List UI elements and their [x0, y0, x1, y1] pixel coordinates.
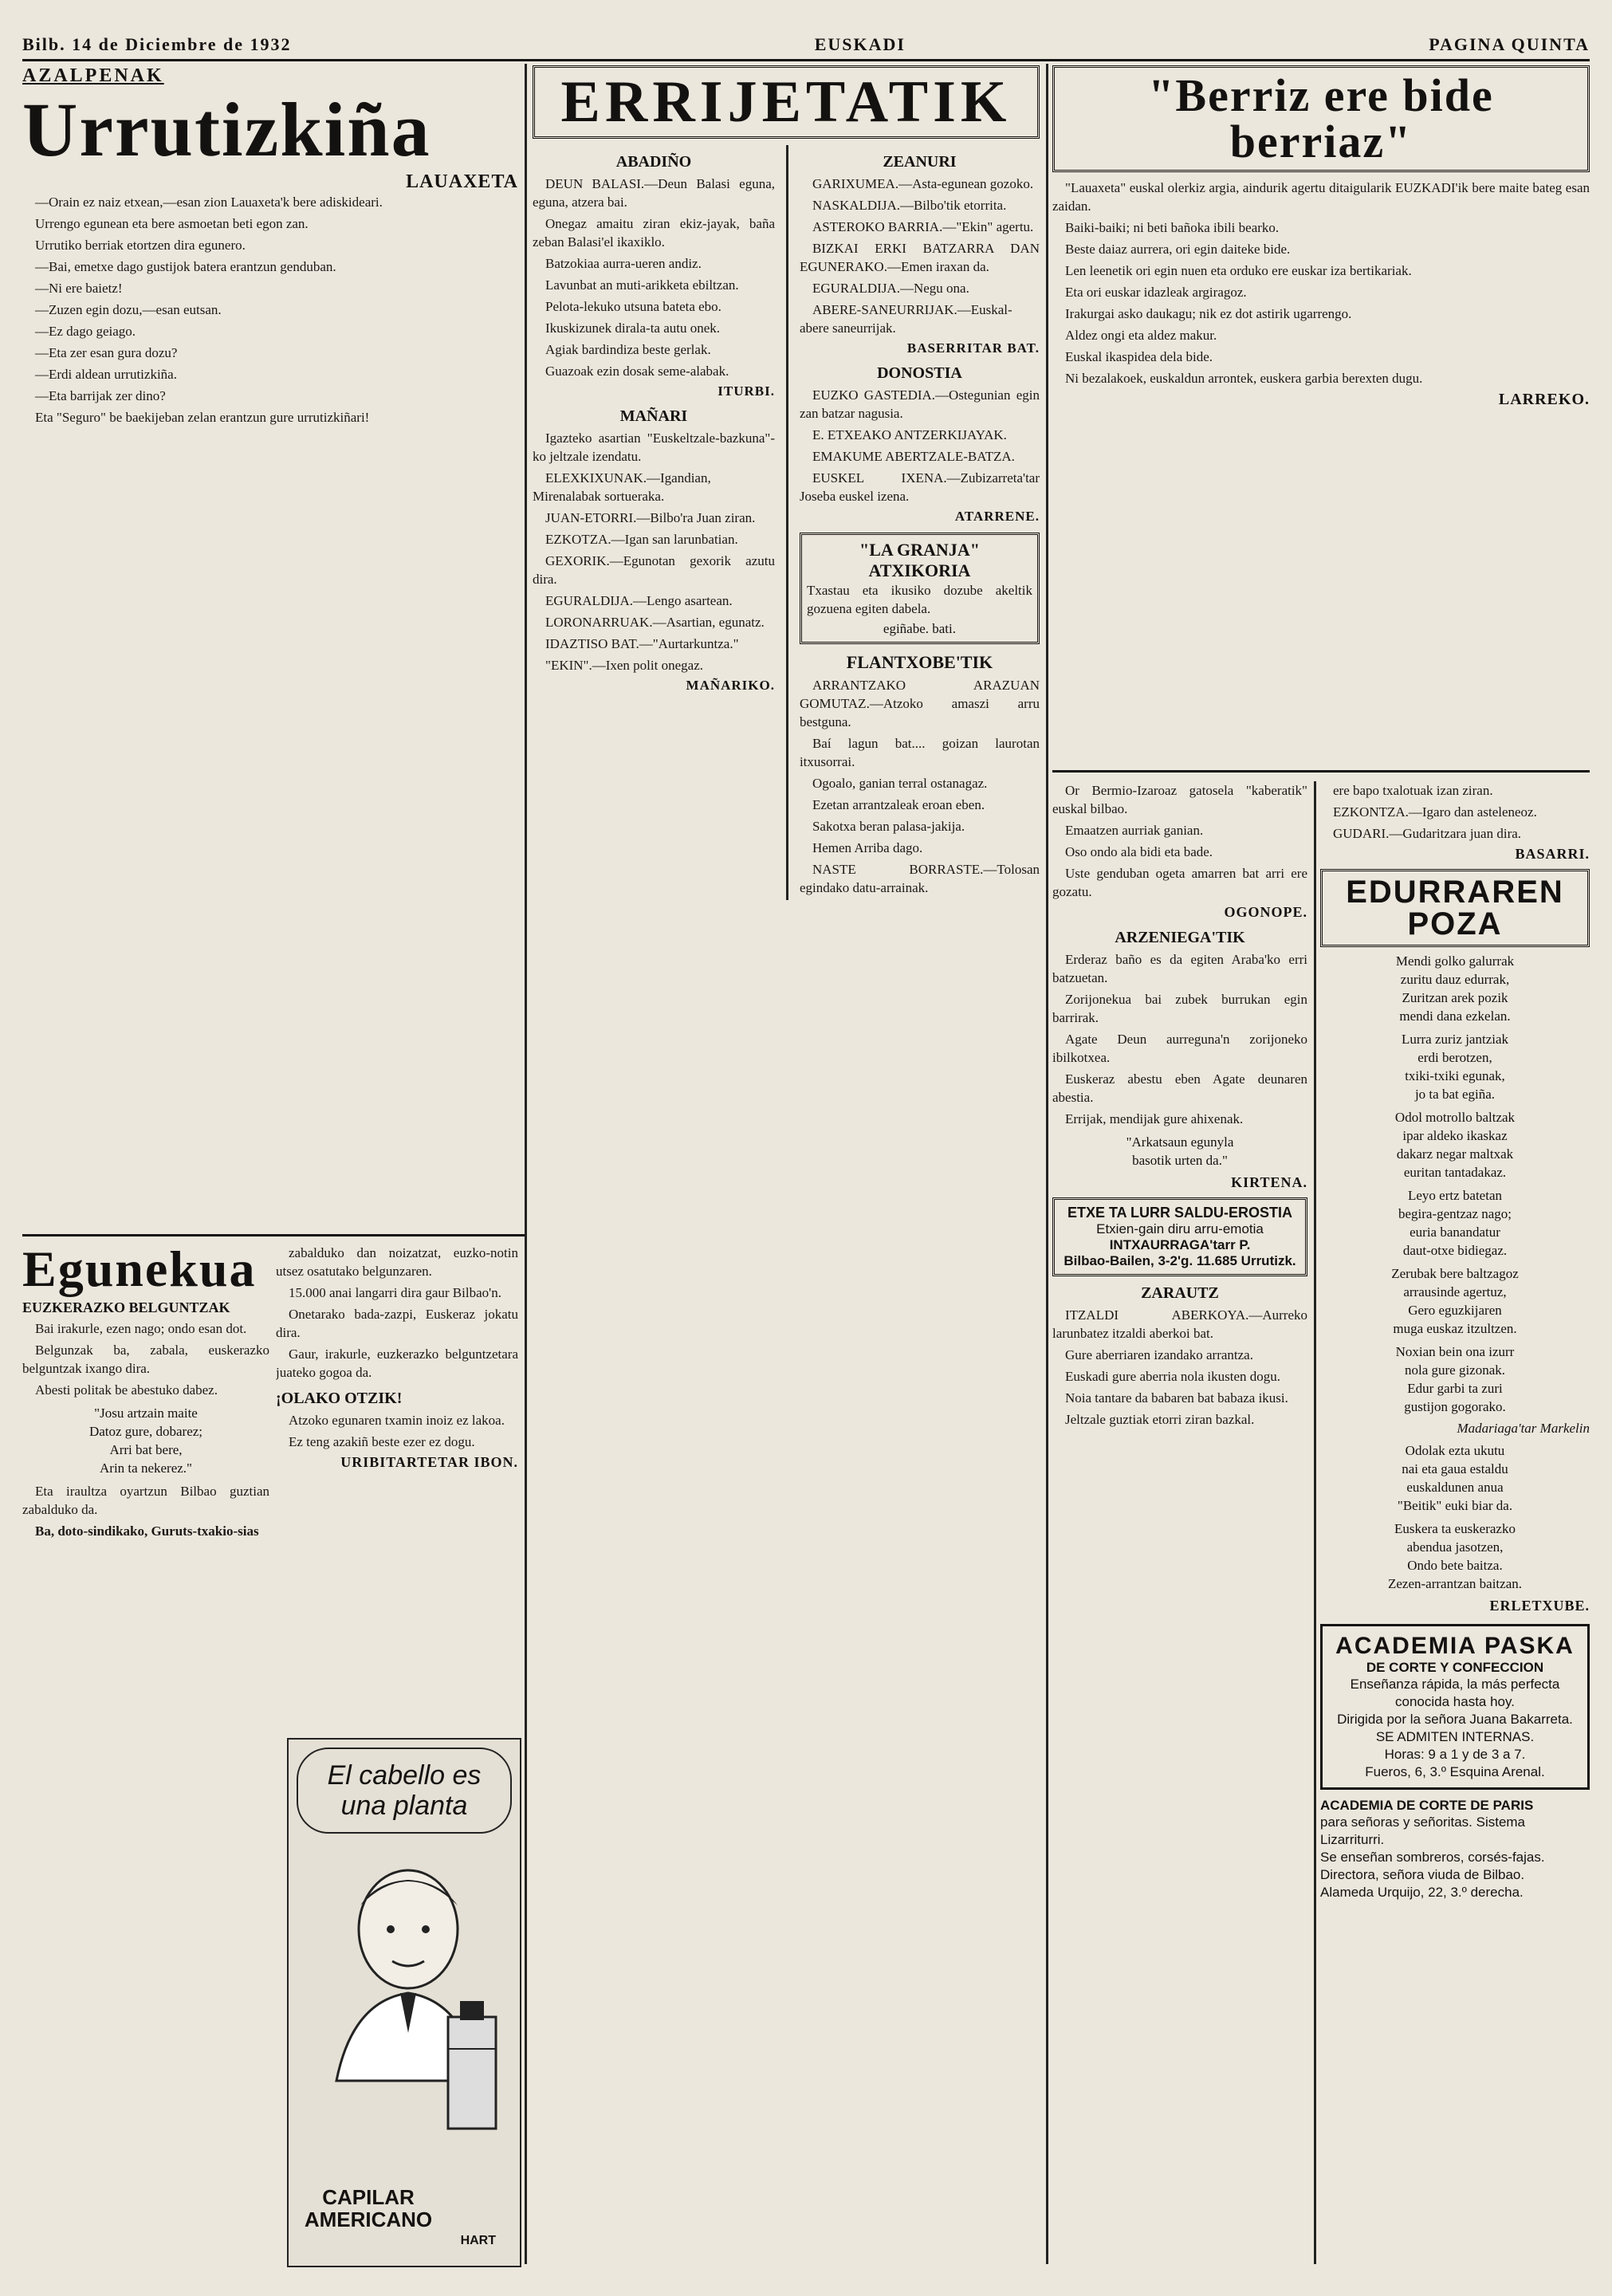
poem-line: Odolak ezta ukutu	[1405, 1443, 1505, 1458]
horizontal-rule	[1052, 770, 1590, 773]
paragraph: Beste daiaz aurrera, ori egin daiteke bide.	[1065, 242, 1291, 257]
poem-line: jo ta bat egiña.	[1414, 1087, 1496, 1102]
paragraph: Igazteko asartian "Euskeltzale-bazkuna"-ko jeltzale izendatu.	[533, 431, 775, 464]
ad-lines	[1329, 1676, 1581, 1781]
paragraph: —Zuzen egin dozu,—esan eutsan.	[35, 302, 222, 317]
paragraph: —Ni ere baietz!	[35, 281, 123, 296]
poem-line: "Arkatsaun egunyla	[1126, 1134, 1234, 1150]
paragraph: Eta ori euskar idazleak argiragoz.	[1065, 285, 1247, 300]
egunekua-ending: Ba, doto-sindikako, Guruts-txakio-sias	[35, 1523, 259, 1539]
poem-line: arrausinde agertuz,	[1403, 1284, 1507, 1299]
paragraph: ABERE-SANEURRIJAK.—Euskal-abere saneurrijak.	[799, 302, 1012, 336]
ad-subtitle: DE CORTE Y CONFECCION	[1366, 1660, 1544, 1675]
paragraph: Sakotxa beran palasa-jakija.	[812, 819, 965, 834]
section-label: AZALPENAK	[22, 65, 164, 86]
poem-line: erdi berotzen,	[1417, 1050, 1492, 1065]
article-body	[1320, 781, 1590, 843]
paragraph: IDAZTISO BAT.—"Aurtarkuntza."	[545, 636, 739, 651]
poem-line: Edur garbi ta zuri	[1407, 1381, 1503, 1396]
town-subhead: ABADIÑO	[615, 153, 692, 171]
paragraph: Lavunbat an muti-arikketa ebiltzan.	[545, 277, 739, 293]
town-subhead: MAÑARI	[619, 407, 688, 425]
article-ending: Eta "Seguro" be baekijeban zelan erantzun gure urrutizkiñari!	[35, 410, 370, 425]
paragraph: "EKIN".—Ixen polit onegaz.	[545, 658, 703, 673]
arzeniega-title: ARZENIEGA'TIK	[1115, 929, 1245, 946]
ad-line: INTXAURRAGA'tarr P.	[1109, 1237, 1251, 1252]
text-line: Fueros, 6, 3.º Esquina Arenal.	[1365, 1764, 1545, 1779]
academia-paska-advertisement	[1320, 1624, 1590, 1790]
paragraph: Agate Deun aurreguna'n zorijoneko ibilkotxea.	[1052, 1032, 1307, 1065]
egunekua-subtitle: EUZKERAZKO BELGUNTZAK	[22, 1299, 230, 1315]
urrutizkina-article	[22, 65, 518, 1229]
paragraph: Agiak bardindiza beste gerlak.	[545, 342, 711, 357]
article-title: "Berriz ere bide berriaz"	[1148, 69, 1494, 167]
poem-line: euria banandatur	[1410, 1225, 1500, 1240]
ad-lines	[1320, 1814, 1590, 1901]
errijetatik-column-left	[533, 145, 775, 900]
header-masthead: EUSKADI	[814, 34, 906, 54]
poem-line: mendi dana ezkelan.	[1399, 1008, 1511, 1024]
paragraph: NASKALDIJA.—Bilbo'tik etorrita.	[812, 198, 1007, 213]
paragraph: Ez teng azakiñ beste ezer ez dogu.	[289, 1434, 475, 1449]
paragraph: Ezetan arrantzaleak eroan eben.	[812, 797, 985, 812]
article-byline: OGONOPE.	[1224, 904, 1307, 920]
paragraph: Pelota-lekuko utsuna bateta ebo.	[545, 299, 721, 314]
paragraph: Gaur, irakurle, euzkerazko belguntzetara juateko gogoa da.	[276, 1347, 518, 1380]
column-rule	[786, 145, 788, 900]
town-news-body	[800, 676, 1040, 897]
ad-foot: egiñabe. bati.	[883, 621, 957, 636]
ad-title: ACADEMIA DE CORTE DE PARIS	[1320, 1798, 1534, 1813]
paragraph: Irakurgai asko daukagu; nik ez dot astirik ugarrengo.	[1065, 306, 1352, 321]
article-banner	[1052, 65, 1590, 172]
paragraph: Ikuskizunek dirala-ta autu onek.	[545, 320, 721, 336]
poem-line: dakarz negar maltxak	[1396, 1146, 1514, 1162]
ad-headline: El cabello es una planta	[297, 1748, 512, 1834]
paragraph: —Ez dago geiago.	[35, 324, 136, 339]
text-line: Dirigida por la señora Juana Bakarreta.	[1337, 1712, 1573, 1727]
stanza	[1320, 1186, 1590, 1260]
paragraph: ELEXKIXUNAK.—Igandian, Mirenalabak sortueraka.	[533, 470, 711, 504]
poem-line: Arri bat bere,	[109, 1442, 183, 1457]
ad-line: Etxien-gain diru arru-emotia	[1096, 1221, 1264, 1236]
ad-title: ETXE TA LURR SALDU-EROSTIA	[1067, 1205, 1292, 1221]
poem-attribution: Madariaga'tar Markelin	[1457, 1421, 1590, 1436]
poem-line: basotik urten da."	[1132, 1153, 1228, 1168]
paragraph: Onetarako bada-zazpi, Euskeraz jokatu dira.	[276, 1307, 518, 1340]
paragraph: LORONARRUAK.—Asartian, egunatz.	[545, 615, 765, 630]
paragraph: Bai irakurle, ezen nago; ondo esan dot.	[35, 1321, 247, 1336]
paragraph: EGURALDIJA.—Negu ona.	[812, 281, 969, 296]
paragraph: Baiki-baiki; ni beti bañoka ibili bearko.	[1065, 220, 1280, 235]
stanza	[1320, 1343, 1590, 1416]
stanza	[1320, 1264, 1590, 1338]
paragraph: Urrutiko berriak etortzen dira egunero.	[35, 238, 246, 253]
paragraph: Uste genduban ogeta amarren bat arri ere gozatu.	[1052, 866, 1307, 899]
article-body	[276, 1244, 518, 1382]
paragraph: Belgunzak ba, zabala, euskerazko belguntzak ixango dira.	[22, 1343, 269, 1376]
paragraph: EUZKO GASTEDIA.—Ostegunian egin zan batzar nagusia.	[799, 387, 1040, 421]
paragraph: Gure aberriaren izandako arrantza.	[1065, 1347, 1253, 1362]
article-byline: URIBITARTETAR IBON.	[340, 1454, 518, 1470]
paragraph: BIZKAI ERKI BATZARRA DAN EGUNERAKO.—Emen iraxan da.	[799, 241, 1040, 274]
town-news-body	[800, 175, 1040, 337]
text-line: SE ADMITEN INTERNAS.	[1375, 1729, 1535, 1744]
paragraph: Noia tantare da babaren bat babaza ikusi.	[1065, 1390, 1288, 1406]
capilar-advertisement	[287, 1738, 521, 2267]
edurraren-banner	[1320, 869, 1590, 947]
paragraph: Euskeraz abestu eben Agate deunaren abestia.	[1052, 1071, 1307, 1105]
article-body	[1052, 179, 1590, 387]
berriz-article	[1052, 65, 1590, 767]
poem-line: Leyo ertz batetan	[1408, 1188, 1502, 1203]
egunekua-poem	[22, 1404, 269, 1477]
town-news-body	[533, 175, 775, 380]
poem-byline: ERLETXUBE.	[1489, 1598, 1590, 1614]
town-subhead: FLANTXOBE'TIK	[846, 652, 993, 672]
paragraph: —Bai, emetxe dago gustijok batera erantzun genduban.	[35, 259, 336, 274]
paragraph: ARRANTZAKO ARAZUAN GOMUTAZ.—Atzoko amaszi arru bestguna.	[799, 678, 1040, 729]
article-subhead: ¡OLAKO OTZIK!	[276, 1390, 403, 1407]
paragraph: Len leenetik ori egin nuen eta orduko ere euskar iza bertikariak.	[1065, 263, 1412, 278]
paragraph: Euskal ikaspidea dela bide.	[1065, 349, 1213, 364]
poem-line: Euskera ta euskerazko	[1394, 1521, 1516, 1536]
poem-line: euskaldunen anua	[1406, 1480, 1504, 1495]
paragraph: "Lauaxeta" euskal olerkiz argia, aindurik agertu ditaigularik EUZKADI'ik bere maite bateg esan zaidan.	[1052, 180, 1590, 214]
poem-line: gustijon gogorako.	[1404, 1399, 1506, 1414]
column-rule	[1314, 781, 1316, 2264]
paragraph: Guazoak ezin dosak seme-alabak.	[545, 364, 729, 379]
town-byline: ITURBI.	[718, 383, 775, 399]
paragraph: Oso ondo ala bidi eta bade.	[1065, 844, 1213, 859]
poem-line: Datoz gure, dobarez;	[88, 1424, 203, 1439]
paragraph: NASTE BORRASTE.—Tolosan egindako datu-arrainak.	[799, 862, 1040, 895]
errijetatik-column-right	[800, 145, 1040, 900]
paragraph: Urrengo egunean eta bere asmoetan beti egon zan.	[35, 216, 309, 231]
article-body	[22, 193, 518, 405]
paragraph: DEUN BALASI.—Deun Balasi eguna, eguna, atzera bai.	[533, 176, 775, 210]
poem-line: "Josu artzain maite	[94, 1406, 198, 1421]
paragraph: Abesti politak be abestuko dabez.	[35, 1382, 218, 1398]
paragraph: Euskadi gure aberria nola ikusten dogu.	[1065, 1369, 1281, 1384]
paragraph: Errijak, mendijak gure ahixenak.	[1065, 1111, 1244, 1126]
article-byline: LAUAXETA	[406, 171, 518, 192]
zarautz-body	[1052, 1306, 1307, 1429]
poem-line: Ondo bete baitza.	[1407, 1558, 1503, 1573]
poem-line: zuritu dauz edurrak,	[1400, 972, 1510, 987]
town-subhead: DONOSTIA	[877, 364, 962, 382]
ad-portrait-illustration	[289, 1842, 520, 2145]
poem-line: begira-gentzaz nago;	[1398, 1206, 1512, 1221]
paragraph: Ogoalo, ganian terral ostanagaz.	[812, 776, 988, 791]
paragraph: Baí lagun bat.... goizan laurotan itxusorrai.	[799, 736, 1040, 769]
paragraph: Hemen Arriba dago.	[812, 840, 923, 855]
academia-paris-advertisement	[1320, 1798, 1590, 1901]
paragraph: Jeltzale guztiak etorri ziran bazkal.	[1065, 1412, 1255, 1427]
errijetatik-section	[533, 65, 1040, 2274]
la-granja-advertisement	[800, 533, 1040, 644]
edurraren-poem-continued	[1320, 1441, 1590, 1593]
poem-line: nola gure gizonak.	[1404, 1362, 1506, 1378]
ad-title: "LA GRANJA" ATXIKORIA	[859, 540, 980, 580]
egunekua-body	[22, 1319, 269, 1399]
paragraph: —Eta zer esan gura dozu?	[35, 345, 178, 360]
paragraph: JUAN-ETORRI.—Bilbo'ra Juan ziran.	[545, 510, 756, 525]
paragraph: Ni bezalakoek, euskaldun arrontek, euskera garbia berexten dugu.	[1065, 371, 1423, 386]
section-title: ERRIJETATIK	[560, 69, 1012, 135]
text-line: Alameda Urquijo, 22, 3.º derecha.	[1320, 1885, 1524, 1900]
ad-title: ACADEMIA PASKA	[1335, 1633, 1575, 1659]
poem-line: Noxian bein ona izurr	[1395, 1344, 1515, 1359]
paragraph: zabalduko dan noizatzat, euzko-notin utsez osatutako belgunzaren.	[276, 1245, 518, 1279]
zarautz-title: ZARAUTZ	[1141, 1284, 1219, 1302]
town-subhead: ZEANURI	[883, 153, 957, 171]
stanza	[1320, 1108, 1590, 1181]
paragraph: Emaatzen aurriak ganian.	[1065, 823, 1204, 838]
page-header	[22, 30, 1590, 61]
egunekua-mid: Eta iraultza oyartzun Bilbao guztian zabalduko da.	[22, 1484, 269, 1517]
paragraph: EZKOTZA.—Igan san larunbatian.	[545, 532, 738, 547]
horizontal-rule	[22, 1234, 525, 1236]
poem-line: txiki-txiki egunak,	[1405, 1068, 1505, 1083]
article-byline: BASARRI.	[1515, 846, 1590, 862]
poem-line: daut-otxe bidiegaz.	[1402, 1243, 1508, 1258]
paragraph: EMAKUME ABERTZALE-BATZA.	[812, 449, 1015, 464]
ad-maker: HART	[460, 2234, 496, 2247]
town-byline: BASERRITAR BAT.	[906, 340, 1040, 356]
article-byline: LARREKO.	[1498, 391, 1590, 408]
paragraph: EZKONTZA.—Igaro dan asteleneoz.	[1333, 804, 1537, 820]
poem-line: Zerubak bere baltzagoz	[1391, 1266, 1519, 1281]
poem-line: nai eta gaua estaldu	[1402, 1461, 1508, 1476]
column-rule	[525, 64, 527, 2264]
text-line: para señoras y señoritas. Sistema Lizarriturri.	[1320, 1814, 1526, 1847]
paragraph: Atzoko egunaren txamin inoiz ez lakoa.	[289, 1413, 505, 1428]
header-date: Bilb. 14 de Diciembre de 1932	[22, 34, 292, 54]
poem-line: Lurra zuriz jantziak	[1401, 1032, 1509, 1047]
ad-line: Bilbao-Bailen, 3-2'g. 11.685 Urrutizk.	[1064, 1253, 1296, 1268]
egunekua-article	[22, 1244, 269, 2272]
stanza	[1320, 1520, 1590, 1593]
ad-brand: CAPILAR AMERICANO	[304, 2185, 433, 2231]
paragraph: GEXORIK.—Egunotan gexorik azutu dira.	[533, 553, 775, 587]
paragraph: ASTEROKO BARRIA.—"Ekin" agertu.	[812, 219, 1034, 234]
stanza	[1320, 952, 1590, 1025]
town-byline: ATARRENE.	[954, 509, 1040, 524]
paragraph: E. ETXEAKO ANTZERKIJAYAK.	[812, 427, 1007, 442]
edurraren-poem	[1320, 952, 1590, 1416]
poem-line: muga euskaz itzultzen.	[1393, 1321, 1517, 1336]
poem-line: Gero eguzkijaren	[1408, 1303, 1502, 1318]
town-byline: MAÑARIKO.	[686, 678, 775, 693]
paragraph: Aldez ongi eta aldez makur.	[1065, 328, 1217, 343]
poem-line: "Beitik" euki biar da.	[1397, 1498, 1513, 1513]
paragraph: Zorijonekua bai zubek burrukan egin barrirak.	[1052, 992, 1307, 1025]
paragraph: Erderaz baño es da egiten Araba'ko erri batzuetan.	[1052, 952, 1307, 985]
article-body	[1052, 781, 1307, 901]
poem-title: EDURRAREN POZA	[1346, 875, 1564, 942]
poem-line: euritan tantadakaz.	[1403, 1165, 1507, 1180]
text-line: Se enseñan sombreros, corsés-fajas.	[1320, 1850, 1545, 1865]
town-news-body	[800, 386, 1040, 505]
uribitartetar-article	[276, 1244, 518, 1730]
stanza	[1320, 1030, 1590, 1103]
paragraph: —Orain ez naiz etxean,—esan zion Lauaxeta'k bere adiskideari.	[35, 195, 383, 210]
arzeniega-poem	[1052, 1133, 1307, 1170]
article-title: Urrutizkiña	[22, 87, 431, 172]
article-body-continued	[276, 1411, 518, 1451]
arzeniega-byline: KIRTENA.	[1231, 1174, 1307, 1190]
paragraph: 15.000 anai langarri dira gaur Bilbao'n.	[289, 1285, 501, 1300]
paragraph: —Erdi aldean urrutizkiña.	[35, 367, 177, 382]
col4-lower-right	[1320, 781, 1590, 2264]
poem-line: ipar aldeko ikaskaz	[1402, 1128, 1508, 1143]
poem-line: Mendi golko galurrak	[1395, 953, 1515, 969]
section-banner	[533, 65, 1040, 139]
stanza	[1320, 1441, 1590, 1515]
egunekua-title: Egunekua	[22, 1244, 257, 1297]
paragraph: Batzokiaa aurra-ueren andiz.	[545, 256, 702, 271]
paragraph: EUSKEL IXENA.—Zubizarreta'tar Joseba euskel izena.	[799, 470, 1040, 504]
text-line: Enseñanza rápida, la más perfecta conocida hasta hoy.	[1350, 1677, 1560, 1709]
header-page-number: PAGINA QUINTA	[1429, 34, 1590, 54]
column-rule	[1046, 64, 1048, 2264]
paragraph: ITZALDI ABERKOYA.—Aurreko larunbatez itzaldi aberkoi bat.	[1052, 1307, 1307, 1341]
town-news-body	[533, 429, 775, 674]
paragraph: —Eta barrijak zer dino?	[35, 388, 166, 403]
text-line: Directora, señora viuda de Bilbao.	[1320, 1867, 1525, 1882]
paragraph: Or Bermio-Izaroaz gatosela "kaberatik" euskal bilbao.	[1052, 783, 1307, 816]
text-line: Horas: 9 a 1 y de 3 a 7.	[1384, 1747, 1526, 1762]
paragraph: Onegaz amaitu ziran ekiz-jayak, baña zeban Balasi'el ikaxiklo.	[533, 216, 775, 250]
etxe-advertisement	[1052, 1197, 1307, 1276]
ad-text: Txastau eta ikusiko dozube akeltik gozuena egiten dabela.	[806, 583, 1032, 616]
paragraph: ere bapo txalotuak izan ziran.	[1333, 783, 1493, 798]
poem-line: abendua jasotzen,	[1406, 1539, 1504, 1555]
paragraph: EGURALDIJA.—Lengo asartean.	[545, 593, 733, 608]
col4-lower-left	[1052, 781, 1307, 2264]
paragraph: GARIXUMEA.—Asta-egunean gozoko.	[812, 176, 1034, 191]
paragraph: GUDARI.—Gudaritzara juan dira.	[1333, 826, 1522, 841]
poem-line: Zuritzan arek pozik	[1402, 990, 1508, 1005]
poem-line: Zezen-arrantzan baitzan.	[1388, 1576, 1522, 1591]
poem-line: Odol motrollo baltzak	[1394, 1110, 1516, 1125]
poem-line: Arin ta nekerez."	[100, 1461, 192, 1476]
arzeniega-body	[1052, 950, 1307, 1128]
